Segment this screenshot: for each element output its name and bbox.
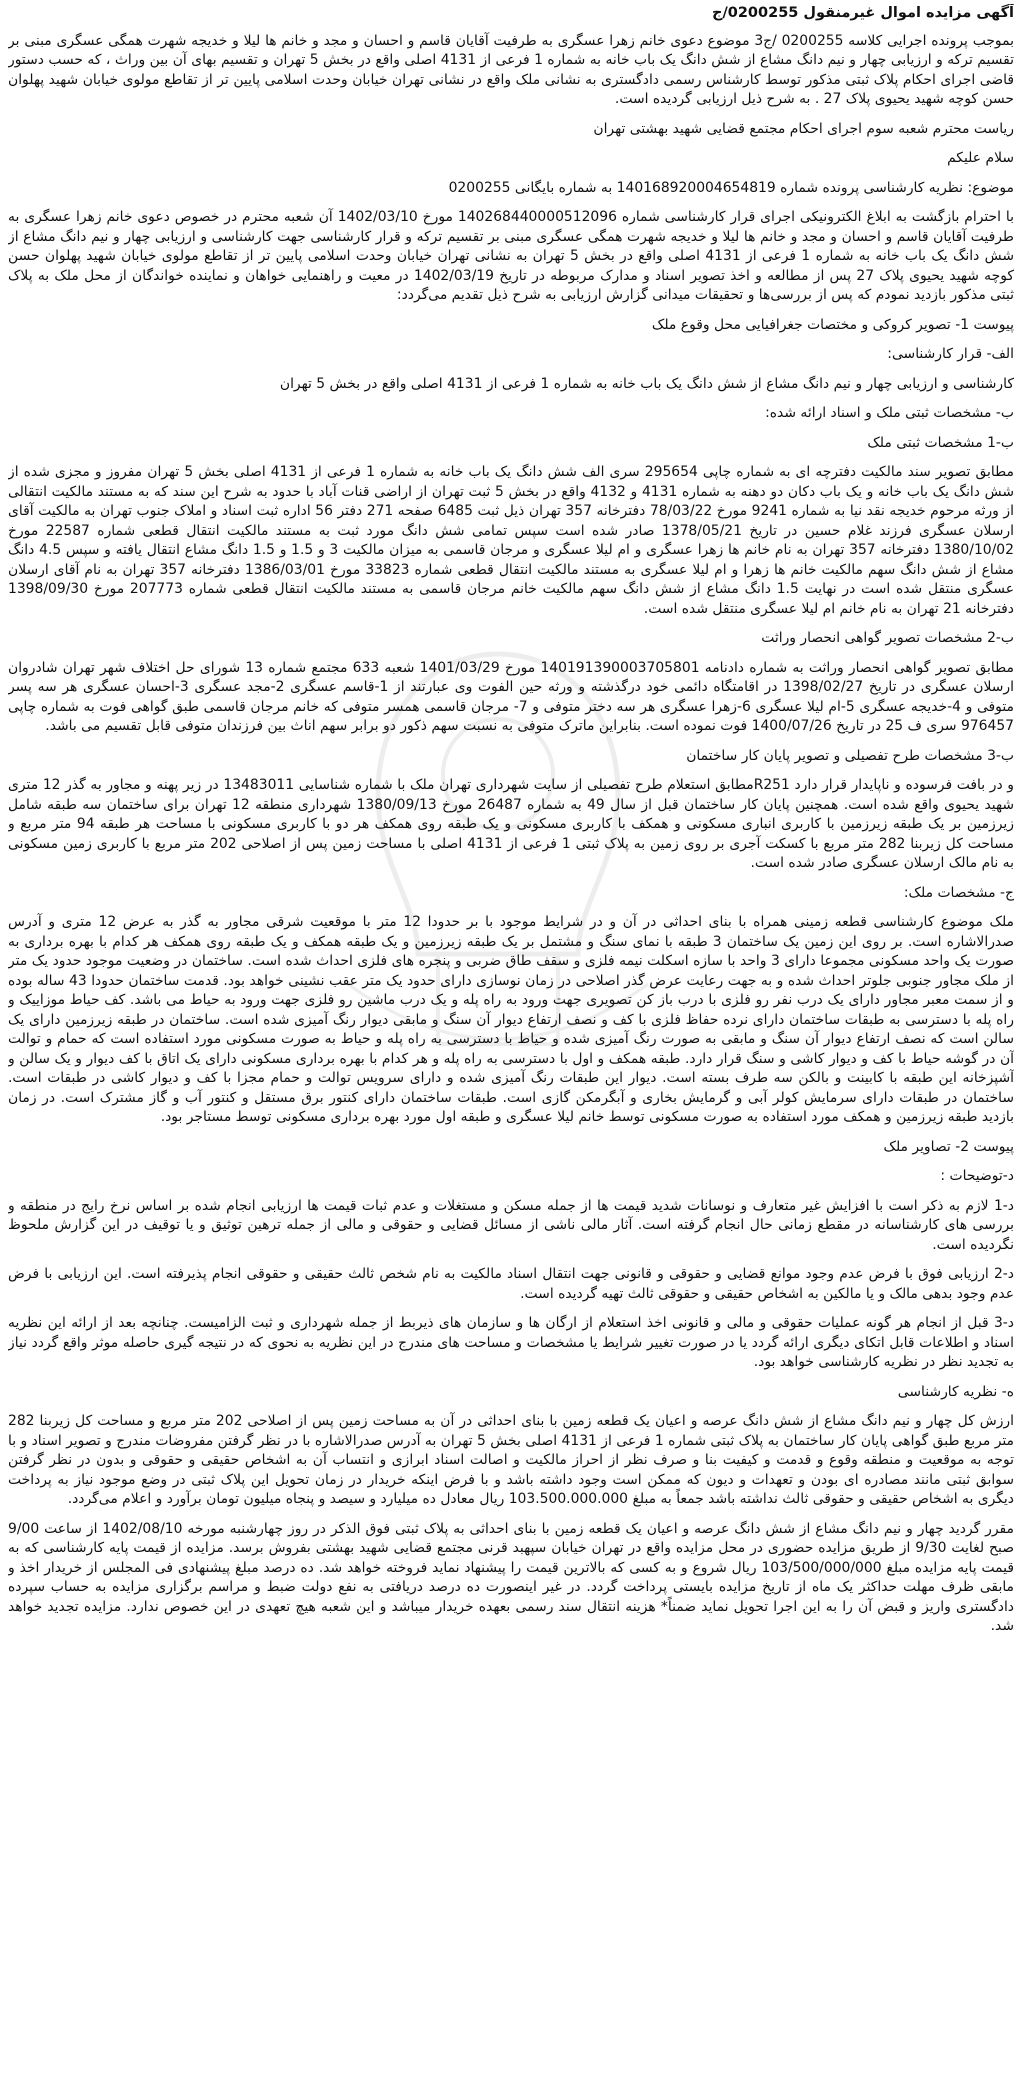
section-dal2-text: د-2 ارزیابی فوق با فرض عدم وجود موانع قضایی و حقوقی و قانونی جهت انتقال اسناد مالکیت به نام شخص ثالث حقیقی و حقوقی انجام پذیرفته است. این ارزیابی با فرض عدم وجود بدهی مالک و یا مالکین به اشخاص حقیقی و حقوقی ثالث تهیه گردیده است. [8,1266,1014,1302]
section-jim-text: ملک موضوع کارشناسی قطعه زمینی همراه با بنای احداثی در آن و در شرایط موجود با بر حدودا 12 متر با موقعیت شرقی مجاور به گذر به عرض 12 متری و آدرس صدرالاشاره است. بر روی این زمین یک ساختمان 3 طبقه با نمای سنگ و مشتمل بر یک طبقه زیرزمین و یک طبقه همکف و یک طبقه روی همکف هر کدام با بهره برداری به صورت یک واحد مسکونی مجموعا دارای 3 واحد با سازه اسکلت نیمه فلزی و سقف طاق ضربی و پنجره های فلزی احداث شده است. ساختمان در وضعیت موجود حدود یک متر از ملک مجاور جنوبی جلوتر احداث شده و به جهت رعایت عرض گذر اصلاحی در زمان نوسازی دارای حدود یک متر عقب نشینی خواهد بود. قدمت ساختمان حدودا 43 ساله بوده و از سمت معبر مجاور دارای یک درب نفر رو فلزی با درب باز کن تصویری جهت ورود به راه پله و یک درب ماشین رو فلزی جهت ورود به حیاط می باشد. کف حیاط موزاییک و راه پله با دسترسی به طبقات ساختمان دارای نرده حفاظ فلزی با کف و نصف ارتفاع دیوار آن سنگ و مابقی دیوار رنگ آمیزی شده است. ساختمان در طبقه زیرزمین دارای یک سالن است که نصف ارتفاع دیوار آن سنگ و مابقی به صورت رنگ آمیزی شده و حیاط با دسترسی به راه پله و حیاط به صورت مسکونی مورد استفاده است که حمام و توالت آن در گوشه حیاط با کف و دیوار کاشی و سنگ قرار دارد. طبقه همکف و اول با دسترسی به راه پله و هر کدام با بهره برداری مسکونی دارای یک اتاق با کف دیوار و یک سالن و آشپزخانه این طبقه با کابینت و بالکن سه طرف بسته است. دیوار این طبقات رنگ آمیزی شده و دارای سرویس توالت و حمام مجزا با کف و دیوار کاشی در طبقات است. ساختمان در طبقات دارای سرمایش کولر آبی و گرمایش بخاری و آبگرمکن گازی است. طبقات ساختمان دارای کنتور برق مستقل و کنتور آب و گاز مشترک است. در زمان بازدید طبقه زیرزمین و همکف مورد استفاده به صورت مسکونی توسط خانم لیلا عسگری و طبقه اول مورد بهره برداری مسکونی توسط مستاجر بود. [8,914,1014,1125]
section-jim-heading: ج- مشخصات ملک: [903,884,1014,901]
notice-document [8,4,1014,1637]
report-intro-paragraph: با احترام بازگشت به ابلاغ الکترونیکی اجرای قرار کارشناسی شماره 140268440000512096 مورخ 1402/03/10 آن شعبه محترم در خصوص دعوی خانم زهرا عسگری به طرفیت آقایان قاسم و احسان و مجد و خانم ها لیلا و خدیجه شهرت همگی عسگری مبنی بر تقسیم ترکه و قرار کارشناسی جهت کارشناسی و ارزیابی چهار و نیم دانگ مشاع از شش دانگ یک باب خانه به شماره 1 فرعی از 4131 اصلی واقع در بخش 5 تهران به نشانی تهران خیابان وحدت اسلامی پایین تر از تقاطع مولوی خیابان شهید پهلوان حسن کوچه شهید یحیوی پلاک 27 پس از مطالعه و اخذ تصویر اسناد و مدارک مربوطه در تاریخ 1402/03/19 در معیت و راهنمایی خواهان و نماینده خواندگان از محل ملک به پلاک ثبتی مذکور بازدید نمودم که پس از بررسی‌ها و تحقیقات میدانی گزارش ارزیابی به شرح ذیل تقدیم می‌گردد: [8,209,1014,303]
notice-title: آگهی مزایده اموال غیرمنقول 0200255/ج [712,5,1014,21]
section-alef-heading: الف- قرار کارشناسی: [887,346,1014,362]
section-he-text: ارزش کل چهار و نیم دانگ مشاع از شش دانگ عرصه و اعیان یک قطعه زمین با بنای احداثی در آن به مساحت زمین پس از اصلاحی 202 متر مربع و مساحت کل زیربنا 282 متر مربع طبق گواهی پایان کار ساختمان به پلاک ثبتی شماره 1 فرعی از 4131 اصلی بخش 5 تهران به آدرس صدرالاشاره با در نظر گرفتن مفروضات مندرج و تصویر اسناد و با توجه به موقعیت و منطقه وقوع و قدمت و کیفیت بنا و صرف نظر از احراز مالکیت و اصالت اسناد ابرازی و انتساب آن به اشخاص حقیقی و حقوقی و بدون در نظر گرفتن سوابق ثبتی مانند مصادره ای بودن و تعهدات و دیون که ممکن است وجود داشته باشد و با فرض اینکه خریدار در زمان تحویل این پلاک ثبتی در وضع موجود نیاز به پرداخت دیگری به اشخاص حقیقی و حقوقی ثالث نداشته باشد جمعاً به مبلغ 103.500.000.000 ریال معادل ده میلیارد و سیصد و پنجاه میلیون تومان برآورد و اعلام می‌گردد. [8,1413,1014,1507]
intro-paragraph: بموجب پرونده اجرایی کلاسه 0200255 /ج3 موضوع دعوی خانم زهرا عسگری به طرفیت آقایان قاسم و احسان و مجد و خانم ها لیلا و خدیجه شهرت همگی عسگری مبنی بر تقسیم ترکه و ارزیابی چهار و نیم دانگ مشاع از شش دانگ یک باب خانه به شماره 1 فرعی از 4131 اصلی واقع در بخش 5 تهران و تقسیم بهای آن بین وراث ، که حسب دستور قاضی اجرای احکام پلاک ثبتی مذکور توسط کارشناس رسمی دادگستری به نشانی ملک واقع در نشانی تهران خیابان وحدت اسلامی پایین تر از تقاطع مولوی خیابان شهید پهلوان حسن کوچه شهید یحیوی پلاک 27 . به شرح ذیل ارزیابی گردیده است. [8,32,1014,107]
closing-paragraph: مقرر گردید چهار و نیم دانگ مشاع از شش دانگ عرصه و اعیان یک قطعه زمین با بنای احداثی به پلاک ثبتی فوق الذکر در روز چهارشنبه مورخه 1402/08/10 از ساعت 9/00 صبح لغایت 9/30 از طریق مزایده حضوری در محل مزایده واقع در تهران خیابان سپهبد قرنی مجتمع قضایی شهید بهشتی بفروش برسد. مزایده از قیمت پایه کارشناسی که به قیمت پایه مزایده مبلغ 103/500/000/000 ریال شروع و به کسی که بالاترین قیمت را پیشنهاد نماید فروخته خواهد شد. ده درصد مبلغ پیشنهادی فی المجلس از خریدار اخذ و مابقی ظرف مهلت حداکثر یک ماه از تاریخ مزایده بایستی پرداخت گردد. در غیر اینصورت ده درصد دریافتی به نفع دولت ضبط و مراسم برگزاری مزایده به حساب سپرده دادگستری واریز و قبض آن را به این اجرا تحویل نماید ضمناً* هزینه انتقال سند رسمی بعهده خریدار میباشد و این شعبه هیچ تعهدی در این خصوص ندارد. مزایده تجدید خواهد شد. [8,1520,1014,1634]
section-he-heading: ه- نظریه کارشناسی [897,1383,1014,1400]
notice-page [8,4,1014,2084]
subject-line: موضوع: نظریه کارشناسی پرونده شماره 140168920004654819 به شماره بایگانی 0200255 [448,179,1014,196]
attachment-2-label: پیوست 2- تصاویر ملک [883,1138,1014,1155]
greeting: سلام علیکم [947,150,1014,166]
section-be1-heading: ب-1 مشخصات ثبتی ملک [867,434,1014,451]
section-alef-text: کارشناسی و ارزیابی چهار و نیم دانگ مشاع از شش دانگ یک باب خانه به شماره 1 فرعی از 4131 اصلی واقع در بخش 5 تهران [279,375,1014,392]
section-be3-text: و در بافت فرسوده و ناپایدار قرار دارد R251مطابق استعلام طرح تفصیلی از سایت شهرداری تهران ملک با شماره شناسایی 13483011 در زیر پهنه و مجاور به گذر 12 متری شهید یحیوی واقع شده است. همچنین پایان کار ساختمان قبل از سال 49 به شماره 26487 مورخ 1380/09/13 شهرداری منطقه 12 تهران برای ساختمان سه طبقه شامل زیرزمین بر یک طبقه زیرزمین با کاربری انباری مسکونی و همکف با کاربری مسکونی و یک طبقه روی همکف هر دو با کاربری مسکونی با مساحت هر طبقه 94 متر مربع و مساحت کل زیربنا 282 متر مربع با کسکت آجری بر روی زمین به پلاک ثبتی 1 فرعی از 4131 اصلی با مساحت زمین پس از اصلاحی 202 متر مربع با کاربری زمین مسکونی به نام مالک ارسلان عسگری صادر شده است. [8,777,1014,871]
section-be1-text: مطابق تصویر سند مالکیت دفترچه ای به شماره چاپی 295654 سری الف شش دانگ یک باب خانه به شماره 1 فرعی از 4131 اصلی بخش 5 تهران مفروز و مجزی شده از شش دانگ یک باب خانه و یک باب دکان دو دهنه به شماره 4131 و 4132 واقع در بخش 5 ثبت تهران از اراضی قنات آباد با حدود به شرح این سند که به مستند مالکیت انتقالی از ورثه مرحوم خدیجه نقد نیا به شماره 9241 مورخ 78/03/22 دفترخانه 357 تهران ذیل ثبت 6485 صفحه 271 دفتر 56 اداره ثبت اسناد و املاک جنوب تهران به مالکیت آقای ارسلان عسگری فرزند غلام حسین در تاریخ 1378/05/21 صادر شده است سپس تمامی شش دانگ مورد ثبت به مستند مالکیت انتقال قطعی شماره 22587 مورخ 1380/10/02 دفترخانه 357 تهران به نام خانم ها زهرا عسگری و ام لیلا عسگری و مرجان قاسمی به میزان مالکیت 3 و 1.5 و 1.5 دانگ مشاع انتقال یافته و سپس 4.5 دانگ مشاع از شش دانگ سهم مالکیت خانم ها زهرا و ام لیلا عسگری به مستند مالکیت انتقال قطعی شماره 33823 مورخ 1386/03/01 دفترخانه 357 تهران به نام آقای ارسلان عسگری منتقل شده است در نهایت 1.5 دانگ مشاع از شش دانگ سهم مالکیت خانم مرجان قاسمی به مستند مالکیت انتقال قطعی شماره 207773 مورخ 1398/09/30 دفترخانه 21 تهران به نام خانم ام لیلا عسگری منتقل شده است. [8,464,1014,617]
section-be-heading: ب- مشخصات ثبتی ملک و اسناد ارائه شده: [765,405,1014,421]
section-be3-heading: ب-3 مشخصات طرح تفصیلی و تصویر پایان کار ساختمان [686,747,1014,764]
section-dal1-text: د-1 لازم به ذکر است با افزایش غیر متعارف و نوسانات شدید قیمت ها از جمله مسکن و مستغلات و عدم ثبات قیمت ها ارزیابی انجام شده بر اساس نرخ رایج در منطقه و بررسی های کارشناسانه در مقطع زمانی حال انجام گرفته است. آثار مالی ناشی از مسائل قضایی و حقوقی و مالی از جمله ترهین توثیق و یا توقیف در این گزارش ملحوظ نگردیده است. [8,1197,1014,1253]
section-be2-text: مطابق تصویر گواهی انحصار وراثت به شماره دادنامه 140191390003705801 مورخ 1401/03/29 شعبه 633 مجتمع شماره 13 شورای حل اختلاف شهر تهران شادروان ارسلان عسگری در تاریخ 1398/02/27 در اقامتگاه دائمی خود درگذشته و ورثه حین الفوت وی عبارتند از 1-قاسم عسگری 2-مجد عسگری 3-احسان عسگری هر سه پسر متوفی و 4-خدیجه عسگری 5-ام لیلا عسگری 6-زهرا عسگری هر سه دختر متوفی و 7- مرجان قاسمی همسر متوفی که خانم مرجان قاسمی طبق گواهی فوت به شماره چاپی 976457 سری ف 25 در تاریخ 1400/07/26 فوت نموده است. بنابراین ماترک متوفی به نسبت سهم ذکور دو برابر سهم اناث بین فرزندان متوفی قابل تقسیم می باشد. [8,659,1014,734]
addressee: ریاست محترم شعبه سوم اجرای احکام مجتمع قضایی شهید بهشتی تهران [593,120,1014,137]
attachment-1-label: پیوست 1- تصویر کروکی و مختصات جغرافیایی محل وقوع ملک [651,316,1014,333]
section-dal3-text: د-3 قبل از انجام هر گونه عملیات حقوقی و مالی و قانونی اخذ استعلام از ارگان ها و سازمان های ذیربط از جمله شهرداری و ثبت الزامیست. چنانچه بعد از ارائه این نظریه اسناد و اطلاعات قابل اتکای دیگری ارائه گردد یا در صورت تغییر شرایط یا مشخصات و مساحت های مندرج در این نظریه به نحوی که در نتیجه گیری حاصله موثر واقع گردد نیاز به تجدید نظر در نظریه کارشناسی خواهد بود. [8,1315,1014,1370]
section-dal-heading: د-توضیحات : [940,1168,1014,1184]
section-be2-heading: ب-2 مشخصات تصویر گواهی انحصار وراثت [761,630,1014,646]
